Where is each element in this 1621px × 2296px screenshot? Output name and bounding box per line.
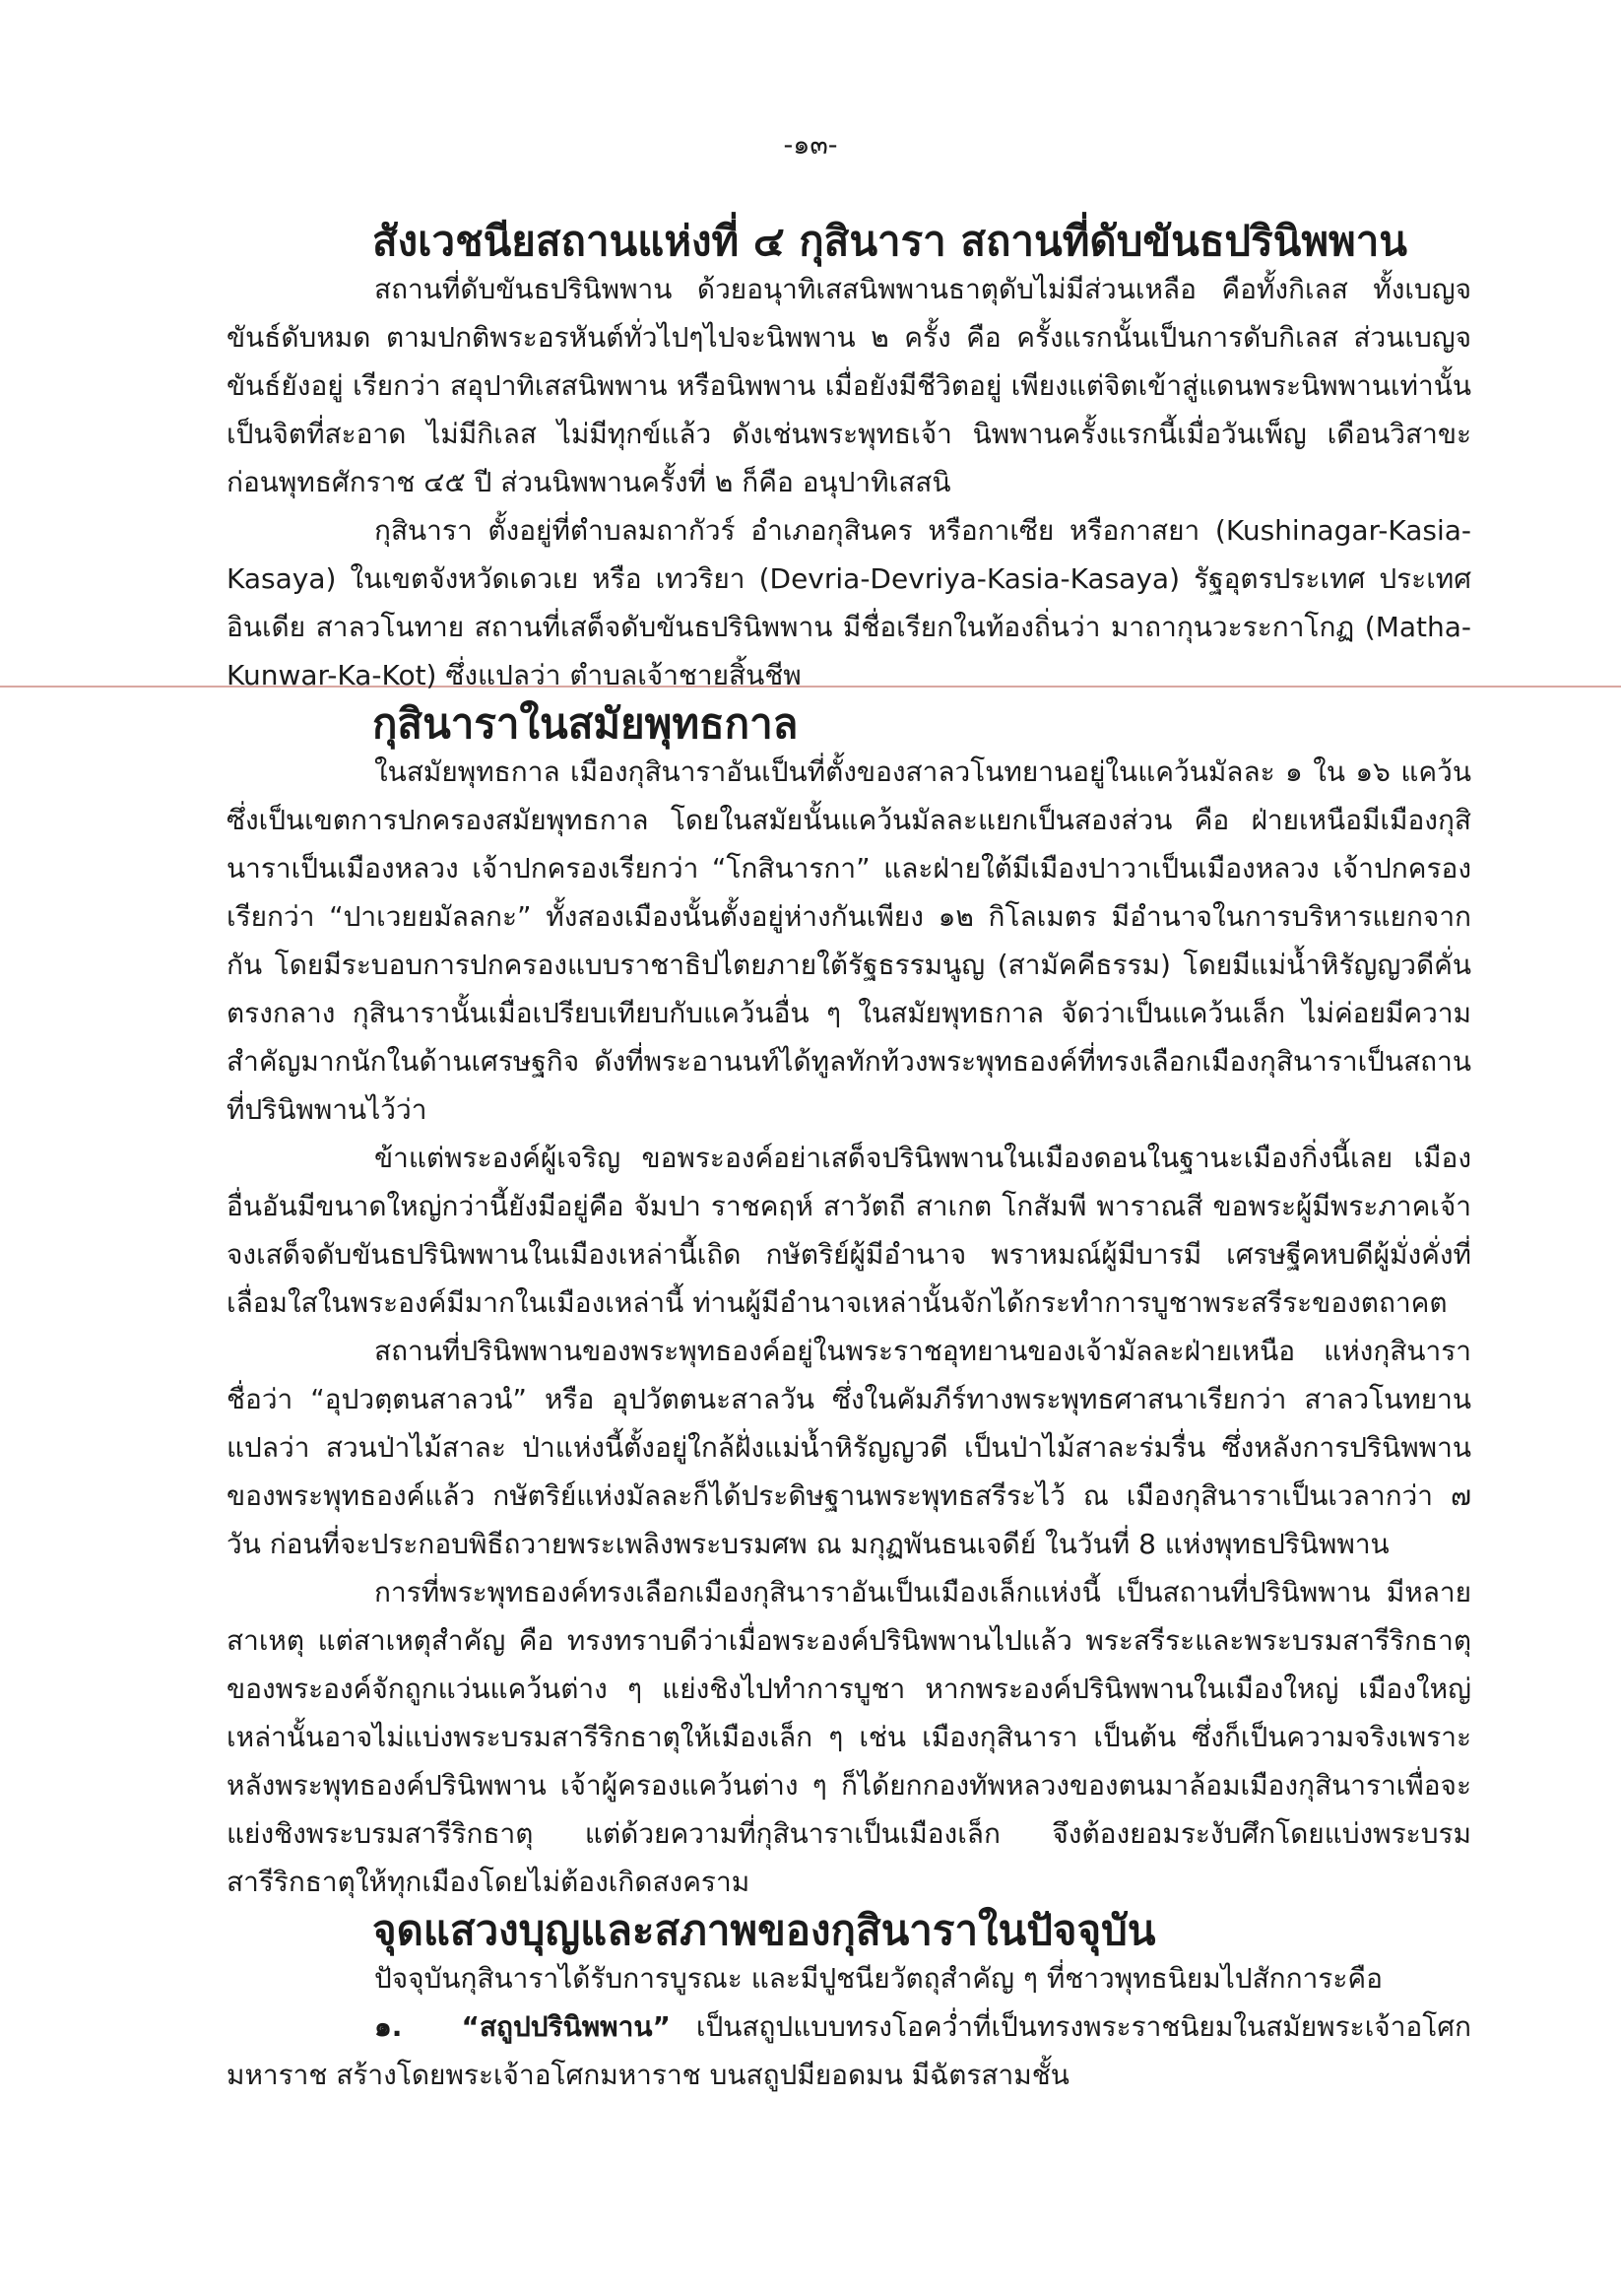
paragraph: การที่พระพุทธองค์ทรงเลือกเมืองกุสินาราอันเป็นเมืองเล็กแห่งนี้ เป็นสถานที่ปรินิพพาน มีหลายสาเหตุ แต่สาเหตุสำคัญ คือ ทรงทราบดีว่าเมื่อพระองค์ปรินิพพานไปแล้ว พระสรีระและพระบรมสารีริกธาตุของพระองค์จักถูกแว่นแคว้นต่าง ๆ แย่งชิงไปทำการบูชา หากพระองค์ปรินิพพานในเมืองใหญ่ เมืองใหญ่เหล่านั้นอาจไม่แบ่งพระบรมสารีริกธาตุให้เมืองเล็ก ๆ เช่น เมืองกุสินารา เป็นต้น ซึ่งก็เป็นความจริงเพราะหลังพระพุทธองค์ปรินิพพาน เจ้าผู้ครองแคว้นต่าง ๆ ก็ได้ยกกองทัพหลวงของตนมาล้อมเมืองกุสินาราเพื่อจะแย่งชิงพระบรมสารีริกธาตุ แต่ด้วยความที่กุสินาราเป็นเมืองเล็ก จึงต้องยอมระงับศึกโดยแบ่งพระบรมสารีริกธาตุให้ทุกเมืองโดยไม่ต้องเกิดสงคราม	[227, 1576, 1471, 1898]
section-kusinara-present-day	[227, 1906, 1471, 2099]
section-kusinara-parinibbana	[227, 217, 1471, 699]
section-kusinara-buddha-era	[227, 699, 1471, 1906]
paragraph: สถานที่ดับขันธปรินิพพาน ด้วยอนุาทิเสสนิพพานธาตุดับไม่มีส่วนเหลือ คือทั้งกิเลส ทั้งเบญจขันธ์ดับหมด ตามปกติพระอรหันต์ทั่วไปๆไปจะนิพพาน ๒ ครั้ง คือ ครั้งแรกนั้นเป็นการดับกิเลส ส่วนเบญจขันธ์ยังอยู่ เรียกว่า สอุปาทิเสสนิพพาน หรือนิพพาน เมื่อยังมีชีวิตอยู่ เพียงแต่จิตเข้าสู่แดนพระนิพพานเท่านั้น เป็นจิตที่สะอาด ไม่มีกิเลส ไม่มีทุกข์แล้ว ดังเช่นพระพุทธเจ้า นิพพานครั้งแรกนี้เมื่อวันเพ็ญ เดือนวิสาขะ ก่อนพุทธศักราช ๔๕ ปี ส่วนนิพพานครั้งที่ ๒ ก็คือ อนุปาทิเสสนิ	[227, 273, 1471, 498]
paragraph: สถานที่ปรินิพพานของพระพุทธองค์อยู่ในพระราชอุทยานของเจ้ามัลละฝ่ายเหนือ แห่งกุสินารา ชื่อว่า “อุปวตฺตนสาลวนํ” หรือ อุปวัตตนะสาลวัน ซึ่งในคัมภีร์ทางพระพุทธศาสนาเรียกว่า สาลวโนทยาน แปลว่า สวนป่าไม้สาละ ป่าแห่งนี้ตั้งอยู่ใกล้ฝั่งแม่น้ำหิรัญญวดี เป็นป่าไม้สาละร่มรื่น ซึ่งหลังการปรินิพพานของพระพุทธองค์แล้ว กษัตริย์แห่งมัลละก็ได้ประดิษฐานพระพุทธสรีระไว้ ณ เมืองกุสินาราเป็นเวลากว่า ๗ วัน ก่อนที่จะประกอบพิธีถวายพระเพลิงพระบรมศพ ณ มกุฏพันธนเจดีย์ ในวันที่ 8 แห่งพุทธปรินิพพาน	[227, 1335, 1471, 1560]
list-item	[227, 2002, 1471, 2099]
section-heading: สังเวชนียสถานแห่งที่ ๔ กุสินารา สถานที่ดับขันธปรินิพพาน	[372, 217, 1408, 265]
paragraph: ข้าแต่พระองค์ผู้เจริญ ขอพระองค์อย่าเสด็จปรินิพพานในเมืองดอนในฐานะเมืองกิ่งนี้เลย เมืองอื่นอันมีขนาดใหญ่กว่านี้ยังมีอยู่คือ จัมปา ราชคฤห์ สาวัตถี สาเกต โกสัมพี พาราณสี ขอพระผู้มีพระภาคเจ้าจงเสด็จดับขันธปรินิพพานในเมืองเหล่านี้เถิด กษัตริย์ผู้มีอำนาจ พราหมณ์ผู้มีบารมี เศรษฐีคหบดีผู้มั่งคั่งที่เลื่อมใสในพระองค์มีมากในเมืองเหล่านี้ ท่านผู้มีอำนาจเหล่านั้นจักได้กระทำการบูชาพระสรีระของตถาคต	[227, 1142, 1471, 1319]
document-body	[227, 217, 1471, 2099]
paragraph: ปัจจุบันกุสินาราได้รับการบูรณะ และมีปูชนียวัตถุสำคัญ ๆ ที่ชาวพุทธนิยมไปสักการะคือ	[374, 1962, 1383, 1995]
list-item-text: เป็นสถูปแบบทรงโอคว่ำที่เป็นทรงพระราชนิยมในสมัยพระเจ้าอโศกมหาราช สร้างโดยพระเจ้าอโศกมหาราช บนสถูปมียอดมน มีฉัตรสามชั้น	[227, 2010, 1471, 2091]
section-heading: กุสินาราในสมัยพุทธกาล	[372, 699, 799, 748]
list-item-title: ๑. “สถูปปรินิพพาน”	[374, 2010, 671, 2043]
page-number: -๑๓-	[783, 130, 838, 161]
paragraph: ในสมัยพุทธกาล เมืองกุสินาราอันเป็นที่ตั้งของสาลวโนทยานอยู่ในแคว้นมัลละ ๑ ใน ๑๖ แคว้น ซึ่งเป็นเขตการปกครองสมัยพุทธกาล โดยในสมัยนั้นแคว้นมัลละแยกเป็นสองส่วน คือ ฝ่ายเหนือมีเมืองกุสินาราเป็นเมืองหลวง เจ้าปกครองเรียกว่า “โกสินารกา” และฝ่ายใต้มีเมืองปาวาเป็นเมืองหลวง เจ้าปกครองเรียกว่า “ปาเวยยมัลลกะ” ทั้งสองเมืองนั้นตั้งอยู่ห่างกันเพียง ๑๒ กิโลเมตร มีอำนาจในการบริหารแยกจากกัน โดยมีระบอบการปกครองแบบราชาธิปไตยภายใต้รัฐธรรมนูญ (สามัคคีธรรม) โดยมีแม่น้ำหิรัญญวดีคั่นตรงกลาง กุสินารานั้นเมื่อเปรียบเทียบกับแคว้นอื่น ๆ ในสมัยพุทธกาล จัดว่าเป็นแคว้นเล็ก ไม่ค่อยมีความสำคัญมากนักในด้านเศรษฐกิจ ดังที่พระอานนท์ได้ทูลทักท้วงพระพุทธองค์ที่ทรงเลือกเมืองกุสินาราเป็นสถาน ที่ปรินิพพานไว้ว่า	[227, 755, 1471, 1126]
section-heading: จุดแสวงบุญและสภาพของกุสินาราในปัจจุบัน	[372, 1906, 1156, 1954]
paragraph: กุสินารา ตั้งอยู่ที่ตำบลมถากัวร์ อำเภอกุสินคร หรือกาเซีย หรือกาสยา (Kushinagar-Kasia-Kasaya) ในเขตจังหวัดเดวเย หรือ เทวริยา (Devria-Devriya-Kasia-Kasaya) รัฐอุตรประเทศ ประเทศอินเดีย สาลวโนทาย สถานที่เสด็จดับขันธปรินิพพาน มีชื่อเรียกในท้องถิ่นว่า มาถากุนวะระกาโกฏ (Matha-Kunwar-Ka-Kot) ซึ่งแปลว่า ตำบลเจ้าชายสิ้นชีพ	[227, 514, 1471, 691]
